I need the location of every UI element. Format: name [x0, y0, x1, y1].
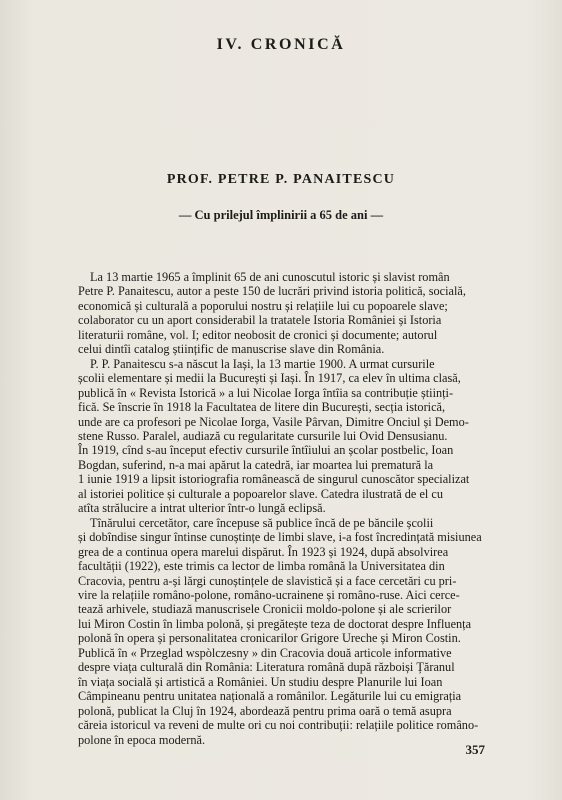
body-line: facultății (1922), este trimis ca lector de limba română la Universitatea din	[78, 559, 445, 574]
body-line: Bogdan, suferind, n-a mai apărut la catedră, iar moartea lui prematură la	[78, 457, 434, 472]
article-body	[78, 270, 483, 747]
body-line: Cracovia, pentru a-și lărgi cunoștințele de slavistică și a face cercetări cu pri-	[78, 573, 457, 588]
body-line: colaborator cu un aport considerabil la tratatele Istoria României și Istoria	[78, 313, 442, 328]
body-line: economică și culturală a poporului nostru și relațiile lui cu popoarele slave;	[78, 298, 448, 313]
body-line: unde are ca profesori pe Nicolae Iorga, Vasile Pârvan, Dimitre Onciul și Demo-	[78, 414, 469, 429]
body-line: Câmpineanu pentru unitatea națională a românilor. Legăturile lui cu emigrația	[78, 689, 462, 704]
body-line: polonă, publicat la Cluj în 1924, abordează pentru prima oară o temă asupra	[78, 703, 452, 718]
body-line: al istoriei politice și culturale a popoarelor slave. Catedra ilustrată de el cu	[78, 486, 444, 501]
body-line: În 1919, cînd s-au început efectiv cursurile întîiului an școlar postbelic, Ioan	[78, 443, 454, 458]
body-line: în viața socială și artistică a României. Un studiu despre Planurile lui Ioan	[78, 674, 443, 689]
body-line: polone în epoca modernă.	[78, 732, 206, 747]
body-line: celui dintîi catalog științific de manuscrise slave din România.	[78, 342, 385, 357]
body-line: 1 iunie 1919 a lipsit istoriografia românească de singurul cunoscător specializat	[78, 472, 470, 487]
body-line: P. P. Panaitescu s-a născut la Iași, la 13 martie 1900. A urmat cursurile	[90, 356, 435, 371]
article-subtitle: — Cu prilejul împlinirii a 65 de ani —	[178, 208, 384, 222]
body-line: despre viața culturală din România: Literatura română după războiși Țăranul	[78, 660, 455, 675]
body-line: fică. Se înscrie în 1918 la Facultatea de litere din București, secția istorică,	[78, 400, 446, 415]
page-number: 357	[465, 742, 485, 757]
body-line: vire la relațiile româno-polone, româno-ucrainene și româno-ruse. Aici cerce-	[78, 587, 460, 602]
section-heading: IV. CRONICĂ	[216, 36, 346, 53]
article-title: PROF. PETRE P. PANAITESCU	[166, 172, 396, 187]
body-line: căreia istoricul va reveni de multe ori cu noi contribuții: relațiile politice româno-	[78, 718, 479, 733]
body-line: școlii elementare și medii la București și Iași. În 1917, ca elev în ultima clasă,	[78, 371, 461, 386]
body-line: stene Russo. Paralel, audiază cu regularitate cursurile lui Ovid Densusianu.	[78, 428, 448, 443]
body-line: lui Miron Costin în limba polonă, și pregătește teza de doctorat despre Influența	[78, 616, 472, 631]
body-line: Petre P. Panaitescu, autor a peste 150 de lucrări privind istoria politică, socială,	[78, 284, 466, 299]
body-line: tează arhivele, studiază manuscrisele Cronicii moldo-polone și ale scrierilor	[78, 602, 452, 617]
body-line: Tînărului cercetător, care începuse să publice încă de pe băncile școlii	[90, 515, 434, 530]
body-line: și dobîndise singur întinse cunoștințe de limbi slave, i-a fost încredințată misiunea	[78, 530, 482, 545]
body-line: La 13 martie 1965 a împlinit 65 de ani cunoscutul istoric și slavist român	[90, 270, 450, 284]
body-line: literaturii române, vol. I; editor neobosit de cronici și documente; autorul	[78, 327, 438, 342]
body-line: grea de a continua opera marelui dispărut. În 1923 și 1924, după absolvirea	[78, 544, 449, 559]
body-line: atîta strălucire a intrat ulterior într-o lungă eclipsă.	[78, 501, 326, 516]
body-line: publică în « Revista Istorică » a lui Nicolae Iorga întîia sa contribuție științi-	[78, 385, 454, 400]
body-line: polonă în opera și personalitatea cronicarilor Grigore Ureche și Miron Costin.	[78, 631, 461, 646]
body-line: Publică în « Przeglad wspòlczesny » din Cracovia două articole informative	[78, 645, 452, 660]
